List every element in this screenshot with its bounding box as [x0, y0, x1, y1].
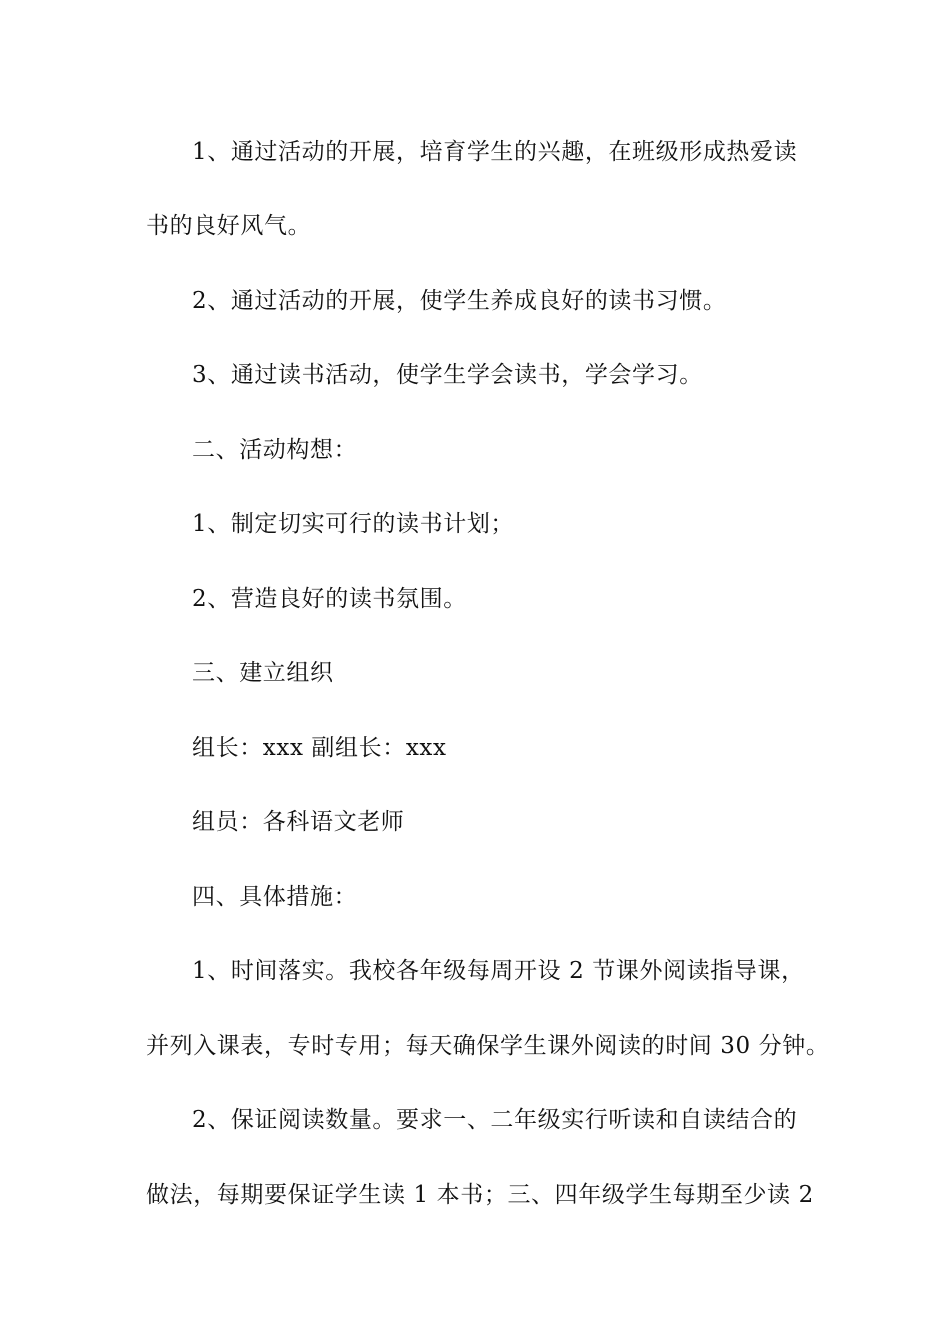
goal-1-line-1: 1、通过活动的开展，培育学生的兴趣，在班级形成热爱读 — [192, 139, 798, 165]
measure-2-line-2: 做法，每期要保证学生读 1 本书；三、四年级学生每期至少读 2 — [146, 1182, 814, 1208]
goal-1-line-2: 书的良好风气。 — [146, 213, 312, 239]
team-members: 组员：各科语文老师 — [192, 809, 405, 835]
goal-2: 2、通过活动的开展，使学生养成良好的读书习惯。 — [192, 288, 727, 314]
section-heading-organization: 三、建立组织 — [192, 660, 334, 686]
measure-1-line-2: 并列入课表，专时专用；每天确保学生课外阅读的时间 30 分钟。 — [146, 1033, 830, 1059]
concept-2: 2、营造良好的读书氛围。 — [192, 586, 467, 612]
section-heading-measures: 四、具体措施： — [192, 884, 358, 910]
measure-1-line-1: 1、时间落实。我校各年级每周开设 2 节课外阅读指导课， — [192, 958, 805, 984]
concept-1: 1、制定切实可行的读书计划； — [192, 511, 515, 537]
section-heading-activity-concept: 二、活动构想： — [192, 437, 358, 463]
goal-3: 3、通过读书活动，使学生学会读书，学会学习。 — [192, 362, 703, 388]
team-leaders: 组长：xxx 副组长：xxx — [192, 735, 447, 761]
measure-2-line-1: 2、保证阅读数量。要求一、二年级实行听读和自读结合的 — [192, 1107, 798, 1133]
